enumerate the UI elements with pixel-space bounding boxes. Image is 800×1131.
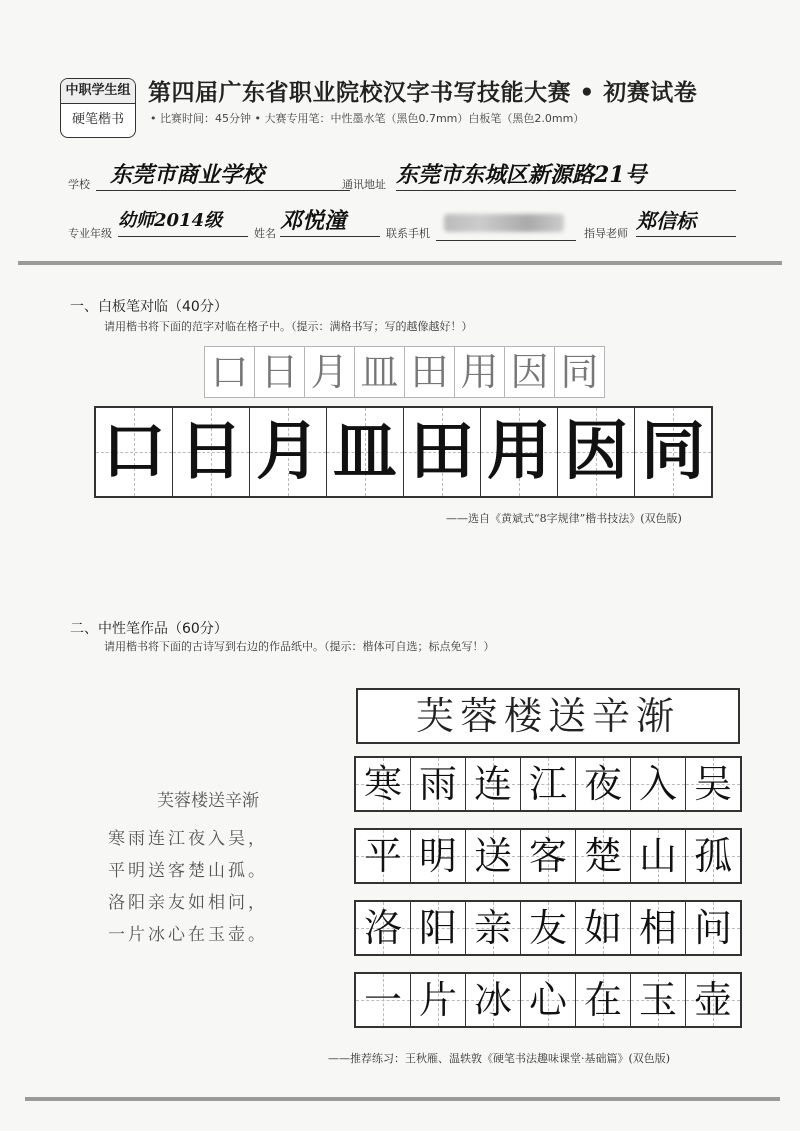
teacher-label: 指导老师 [584, 227, 628, 240]
written-char: 田 [410, 415, 474, 489]
written-char-cell[interactable] [96, 408, 173, 496]
poem-line: 平明送客楚山孤。 [108, 861, 268, 881]
work-title-box[interactable]: 芙蓉楼送辛渐 [356, 688, 740, 744]
work-char-cell[interactable] [411, 758, 466, 810]
poem-line: 洛阳亲友如相问， [108, 893, 268, 913]
work-char: 问 [693, 906, 732, 950]
teacher-field[interactable]: 郑信标 [636, 206, 736, 237]
written-char-cell[interactable] [558, 408, 635, 496]
work-char-cell[interactable] [576, 974, 631, 1026]
work-paper[interactable] [354, 756, 742, 1044]
poem-title: 芙蓉楼送辛渐 [157, 791, 259, 811]
work-char-cell[interactable] [356, 830, 411, 882]
written-char-cell[interactable] [250, 408, 327, 496]
work-char-cell[interactable] [686, 830, 740, 882]
model-char-cell: 日 [254, 346, 305, 398]
section2-hint: 请用楷书将下面的古诗写到右边的作品纸中。（提示：楷体可自选；标点免写！） [104, 640, 495, 653]
model-char-cell: 月 [304, 346, 355, 398]
work-char: 吴 [693, 762, 732, 806]
work-row[interactable] [354, 972, 742, 1028]
section2-source: ——推荐练习：王秋雁、温轶敦《硬笔书法趣味课堂·基础篇》(双色版) [328, 1052, 671, 1065]
work-char: 江 [528, 762, 567, 806]
work-char-cell[interactable] [466, 758, 521, 810]
work-char: 如 [583, 906, 622, 950]
written-char: 同 [641, 415, 705, 489]
work-char-cell[interactable] [466, 830, 521, 882]
section1-hint: 请用楷书将下面的范字对临在格子中。（提示：满格书写；写的越像越好！） [104, 320, 473, 333]
work-char: 冰 [473, 978, 512, 1022]
model-char-cell: 因 [504, 346, 555, 398]
work-char: 阳 [418, 906, 457, 950]
work-char-cell[interactable] [686, 758, 740, 810]
work-char-cell[interactable] [631, 758, 686, 810]
section2-title: 二、中性笔作品（60分） [70, 621, 228, 637]
name-label: 姓名 [254, 227, 276, 240]
work-char: 平 [363, 834, 402, 878]
work-char-cell[interactable] [411, 974, 466, 1026]
phone-field[interactable] [436, 210, 576, 241]
phone-label: 联系手机 [386, 227, 430, 240]
work-char: 洛 [363, 906, 402, 950]
work-char-cell[interactable] [576, 758, 631, 810]
work-char: 片 [418, 978, 457, 1022]
work-char-cell[interactable] [576, 902, 631, 954]
phone-redaction [444, 214, 564, 232]
written-char-cell[interactable] [404, 408, 481, 496]
poem-text [108, 824, 268, 952]
work-char: 雨 [418, 762, 457, 806]
work-char: 寒 [363, 762, 402, 806]
work-char: 孤 [693, 834, 732, 878]
work-char: 楚 [583, 834, 622, 878]
work-char: 夜 [583, 762, 622, 806]
exam-subtitle: • 比赛时间：45分钟 • 大赛专用笔：中性墨水笔（黑色0.7mm）白板笔（黑色2.0mm） [150, 112, 585, 125]
address-field[interactable]: 东莞市东城区新源路21号 [396, 160, 736, 191]
model-char-cell: 口 [204, 346, 255, 398]
work-char: 送 [473, 834, 512, 878]
work-char: 壶 [693, 978, 732, 1022]
model-char-cell: 用 [454, 346, 505, 398]
written-char: 月 [256, 415, 320, 489]
work-char: 山 [638, 834, 677, 878]
section1-title: 一、白板笔对临（40分） [70, 299, 228, 315]
group-badge [60, 78, 136, 138]
badge-category: 硬笔楷书 [71, 112, 124, 127]
whiteboard-writing-grid[interactable] [94, 406, 713, 498]
school-label: 学校 [68, 178, 90, 191]
poem-line: 一片冰心在玉壶。 [108, 925, 268, 945]
work-char: 相 [638, 906, 677, 950]
written-char: 皿 [333, 415, 397, 489]
work-row[interactable] [354, 756, 742, 812]
written-char-cell[interactable] [635, 408, 711, 496]
work-char-cell[interactable] [521, 758, 576, 810]
work-char-cell[interactable] [686, 902, 740, 954]
work-char-cell[interactable] [521, 902, 576, 954]
exam-title: 第四届广东省职业院校汉字书写技能大赛 • 初赛试卷 [148, 80, 698, 106]
work-char: 友 [528, 906, 567, 950]
model-characters-grid [205, 346, 605, 398]
work-char-cell[interactable] [356, 758, 411, 810]
work-char-cell[interactable] [521, 830, 576, 882]
work-char-cell[interactable] [631, 974, 686, 1026]
model-char-cell: 皿 [354, 346, 405, 398]
work-char-cell[interactable] [466, 974, 521, 1026]
work-char-cell[interactable] [356, 902, 411, 954]
major-field[interactable]: 幼师2014级 [118, 206, 248, 237]
work-char: 玉 [638, 978, 677, 1022]
work-char-cell[interactable] [411, 902, 466, 954]
school-field[interactable]: 东莞市商业学校 [96, 160, 350, 191]
work-char: 连 [473, 762, 512, 806]
work-char: 心 [528, 978, 567, 1022]
work-char-cell[interactable] [576, 830, 631, 882]
poem-line: 寒雨连江夜入吴， [108, 829, 268, 849]
work-char: 明 [418, 834, 457, 878]
major-label: 专业年级 [68, 227, 112, 240]
written-char-cell[interactable] [327, 408, 404, 496]
top-divider [18, 261, 782, 265]
work-char-cell[interactable] [466, 902, 521, 954]
work-row[interactable] [354, 900, 742, 956]
name-field[interactable]: 邓悦潼 [280, 206, 380, 237]
work-char-cell[interactable] [686, 974, 740, 1026]
written-char: 因 [564, 415, 628, 489]
model-char-cell: 田 [404, 346, 455, 398]
written-char: 日 [179, 415, 243, 489]
written-char-cell[interactable] [481, 408, 558, 496]
work-char-cell[interactable] [411, 830, 466, 882]
work-char: 客 [528, 834, 567, 878]
written-char-cell[interactable] [173, 408, 250, 496]
work-char-cell[interactable] [356, 974, 411, 1026]
bottom-divider [25, 1097, 780, 1101]
badge-group: 中职学生组 [61, 79, 135, 104]
work-char: 入 [638, 762, 677, 806]
written-char: 口 [102, 415, 166, 489]
work-char: 亲 [473, 906, 512, 950]
model-char-cell: 同 [554, 346, 605, 398]
work-char-cell[interactable] [631, 902, 686, 954]
work-row[interactable] [354, 828, 742, 884]
work-char: 在 [583, 978, 622, 1022]
address-label: 通讯地址 [342, 178, 386, 191]
section1-source: ——选自《黄斌式“8字规律”楷书技法》(双色版) [446, 512, 682, 525]
work-char: 一 [363, 978, 402, 1022]
written-char: 用 [487, 415, 551, 489]
work-char-cell[interactable] [631, 830, 686, 882]
work-char-cell[interactable] [521, 974, 576, 1026]
